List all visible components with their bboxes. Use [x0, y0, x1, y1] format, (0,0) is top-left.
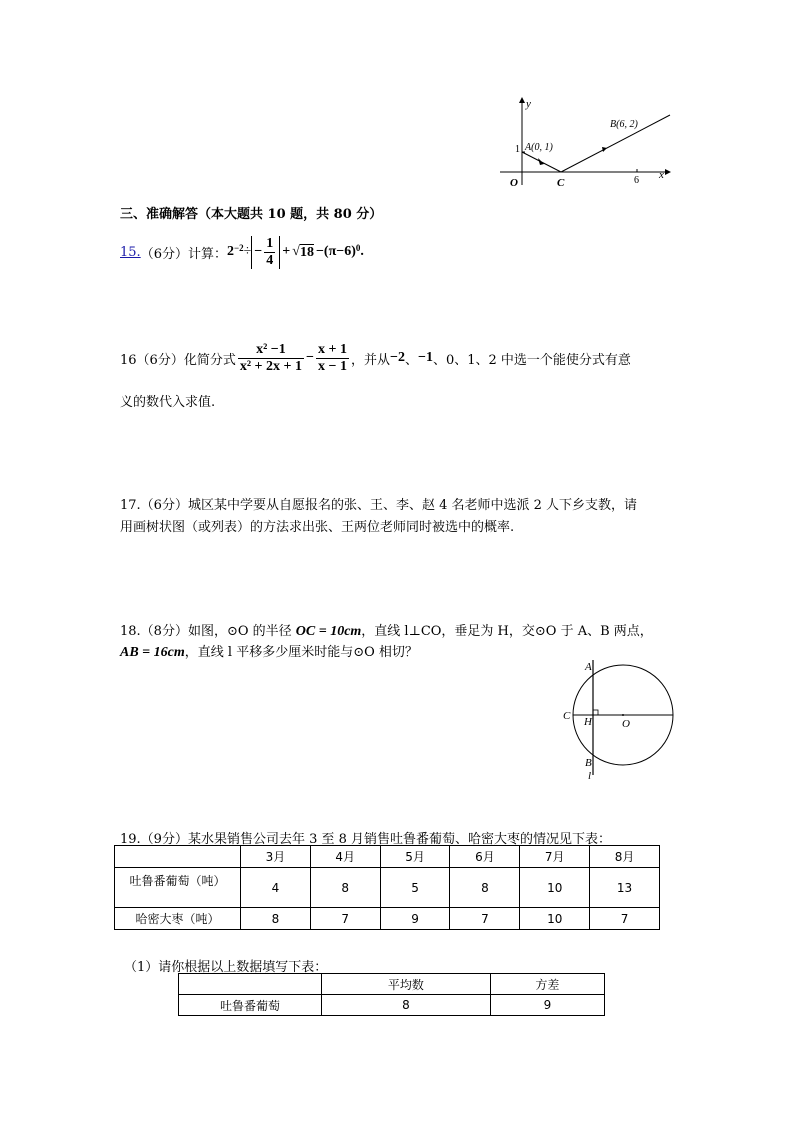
stats-table: [178, 973, 605, 1016]
q19-line1: 19.（9分）某水果销售公司去年 3 至 8 月销售吐鲁番葡萄、哈密大枣的情况见下表：: [120, 832, 612, 847]
q15-number[interactable]: 15.: [120, 244, 141, 260]
fig-label-l: l: [588, 770, 592, 782]
fig-label-a: A: [585, 661, 592, 673]
q18-line2: AB = 16cm，直线 l 平移多少厘米时能与⊙O 相切？: [120, 645, 418, 660]
y-axis-arrow: [519, 97, 525, 103]
label-six: 6: [634, 175, 639, 186]
section-title: 三、准确解答（本大题共 10 题，共 80 分）: [120, 207, 383, 222]
month-header: 8月: [590, 846, 660, 868]
q19-sub1: （1）请你根据以上数据填写下表：: [124, 960, 328, 975]
stats-header-variance: 方差: [490, 974, 604, 995]
q15-expression: 2 $^{-2}$ ÷ − $\frac{1}{4}$ + √ 18 −(π−6) $^0$ .: [226, 235, 364, 268]
q16-line2: 义的数代入求值.: [120, 395, 216, 410]
table-row: 哈密大枣（吨） 8 7 9 7 10 7: [115, 908, 660, 930]
q17-line1: 17.（6分）城区某中学要从自愿报名的张、王、李、赵 4 名老师中选派 2 人下乡支教，请: [120, 498, 638, 513]
label-a: A(0, 1): [525, 142, 553, 153]
fig-label-o: O: [622, 718, 630, 730]
arrow-cb: [602, 147, 607, 152]
label-x: x: [659, 169, 664, 181]
month-header: 6月: [450, 846, 520, 868]
q15-points: （6分）计算：: [140, 246, 227, 262]
row-label: 吐鲁番葡萄（吨）: [115, 868, 241, 908]
x-axis-arrow: [665, 169, 671, 175]
q18-line1: 18.（8分）如图，⊙O 的半径 OC = 10cm，直线 l⊥CO，垂足为 H，交⊙O 于 A、B 两点，: [120, 624, 653, 639]
table-row: 吐鲁番葡萄 8 9: [179, 995, 605, 1016]
label-one: 1: [515, 144, 520, 155]
stats-row-label: 吐鲁番葡萄: [179, 995, 322, 1016]
label-c: C: [557, 177, 565, 189]
month-header: 4月: [310, 846, 380, 868]
coordinate-graph: [495, 95, 675, 190]
q16-prefix: 16（6分）化简分式: [120, 352, 236, 368]
question-15: [120, 232, 364, 272]
circle-figure: [558, 655, 683, 785]
label-b: B(6, 2): [610, 119, 638, 130]
sales-table: [114, 845, 660, 930]
question-16: 16（6分）化简分式 $\frac{\text{x² −1}}{\text{x² + 2x + 1}}$ − $\frac{x + 1}{x - 1}$ ，并从 −2 、 −1 、0、1、2 中选一个能使分式有意: [120, 341, 631, 374]
table-row: 吐鲁番葡萄（吨） 4 8 5 8 10 13: [115, 868, 660, 908]
month-header: 7月: [520, 846, 590, 868]
fig-label-c: C: [563, 710, 571, 722]
center-dot: [622, 714, 624, 716]
month-header: 3月: [241, 846, 311, 868]
fig-label-h: H: [584, 716, 592, 728]
stats-header-mean: 平均数: [322, 974, 491, 995]
label-o: O: [510, 177, 518, 189]
fig-label-b: B: [585, 757, 592, 769]
right-angle-mark: [593, 710, 598, 715]
row-label: 哈密大枣（吨）: [115, 908, 241, 930]
q17-line2: 用画树状图（或列表）的方法求出张、王两位老师同时被选中的概率.: [120, 520, 515, 535]
arrow-ac: [538, 158, 544, 165]
month-header: 5月: [380, 846, 450, 868]
label-y: y: [526, 98, 531, 110]
